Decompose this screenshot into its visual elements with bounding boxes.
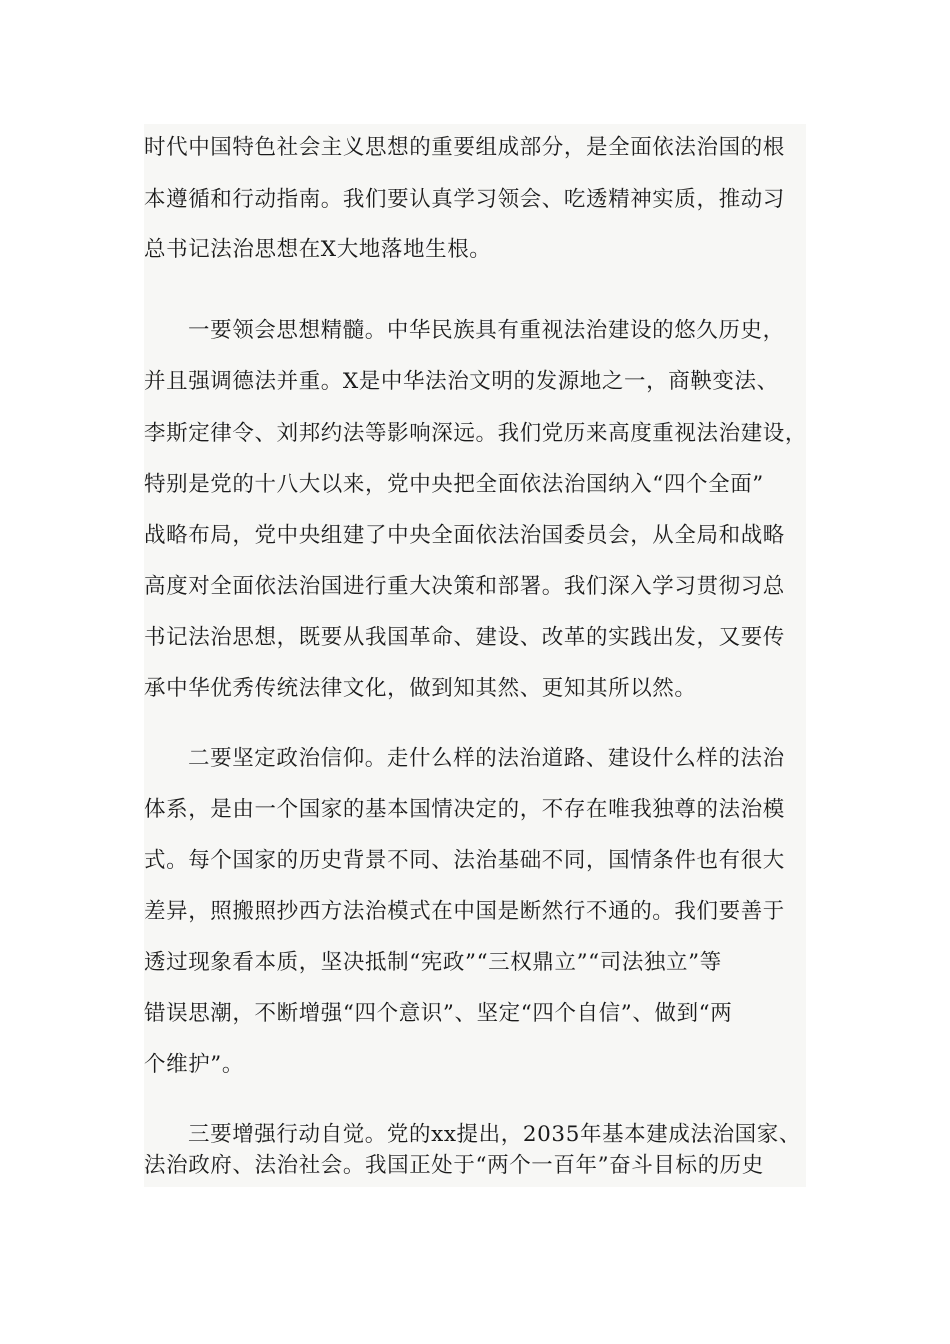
text-line: 高度对全面依法治国进行重大决策和部署。我们深入学习贯彻习总 (144, 574, 785, 599)
text-line: 个维护”。 (144, 1052, 244, 1077)
text-line: 特别是党的十八大以来，党中央把全面依法治国纳入“四个全面” (144, 472, 764, 497)
text-line: 时代中国特色社会主义思想的重要组成部分，是全面依法治国的根 (144, 135, 785, 160)
text-line: 二要坚定政治信仰。走什么样的法治道路、建设什么样的法治 (188, 746, 785, 771)
text-line: 本遵循和行动指南。我们要认真学习领会、吃透精神实质，推动习 (144, 187, 785, 212)
document-body (144, 124, 806, 1187)
text-line: 并且强调德法并重。X是中华法治文明的发源地之一，商鞅变法、 (144, 369, 779, 394)
text-line: 三要增强行动自觉。党的xx提出，2035年基本建成法治国家、 (188, 1122, 801, 1147)
text-line: 总书记法治思想在X大地落地生根。 (144, 237, 492, 262)
text-line: 李斯定律令、刘邦约法等影响深远。我们党历来高度重视法治建设， (144, 421, 808, 446)
text-line: 透过现象看本质，坚决抵制“宪政”“三权鼎立”“司法独立”等 (144, 950, 722, 975)
text-line: 错误思潮，不断增强“四个意识”、坚定“四个自信”、做到“两 (144, 1001, 733, 1026)
text-line: 体系，是由一个国家的基本国情决定的，不存在唯我独尊的法治模 (144, 797, 785, 822)
text-line: 式。每个国家的历史背景不同、法治基础不同，国情条件也有很大 (144, 848, 785, 873)
text-line: 一要领会思想精髓。中华民族具有重视法治建设的悠久历史， (188, 318, 785, 343)
text-line: 法治政府、法治社会。我国正处于“两个一百年”奋斗目标的历史 (144, 1153, 764, 1178)
text-line: 战略布局，党中央组建了中央全面依法治国委员会，从全局和战略 (144, 523, 785, 548)
text-line: 承中华优秀传统法律文化，做到知其然、更知其所以然。 (144, 676, 697, 701)
text-line: 差异，照搬照抄西方法治模式在中国是断然行不通的。我们要善于 (144, 899, 785, 924)
text-line: 书记法治思想，既要从我国革命、建设、改革的实践出发，又要传 (144, 625, 785, 650)
